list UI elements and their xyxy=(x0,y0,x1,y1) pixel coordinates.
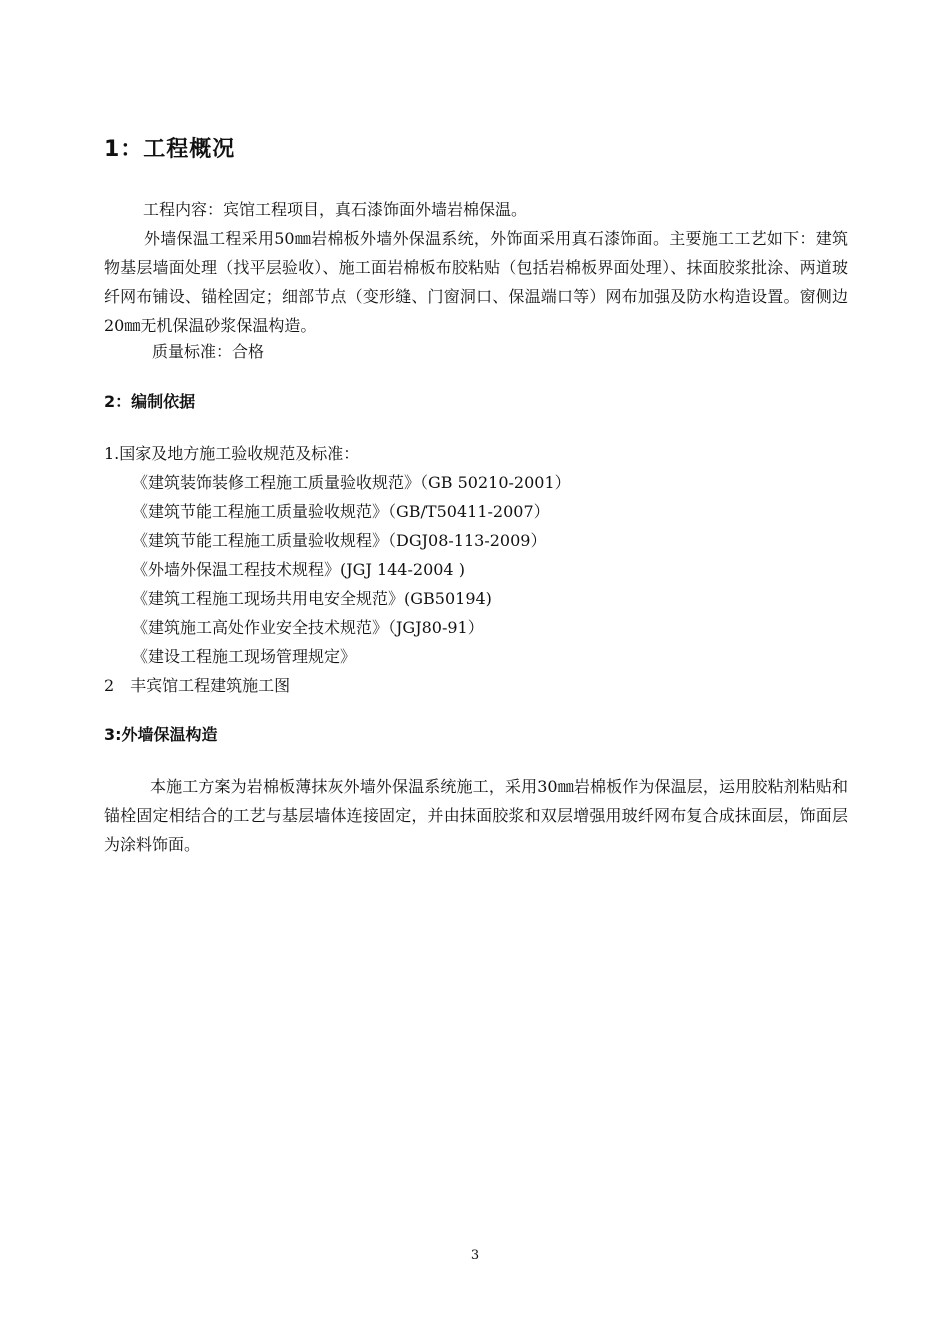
section-1-paragraph: 外墙保温工程采用50㎜岩棉板外墙外保温系统，外饰面采用真石漆饰面。主要施工工艺如下：建筑物基层墙面处理（找平层验收）、施工面岩棉板布胶粘贴（包括岩棉板界面处理）、抹面胶浆批涂、两道玻纤网布铺设、锚栓固定；细部节点（变形缝、门窗洞口、保温端口等）网布加强及防水构造设置。窗侧边20㎜无机保温砂浆保温构造。 xyxy=(104,229,848,335)
standard-item: 《建筑施工高处作业安全技术规范》（JGJ80-91） xyxy=(132,618,484,637)
standards-intro-line: 1.国家及地方施工验收规范及标准： xyxy=(104,444,360,463)
section-3-heading: 3:外墙保温构造 xyxy=(104,725,218,744)
standard-item: 《建筑节能工程施工质量验收规程》（DGJ08-113-2009） xyxy=(132,531,547,550)
quality-standard-line: 质量标准：合格 xyxy=(152,342,265,361)
standard-item: 《建筑节能工程施工质量验收规范》（GB/T50411-2007） xyxy=(132,502,550,521)
drawings-line: 2 丰宾馆工程建筑施工图 xyxy=(104,676,291,695)
project-content-line: 工程内容：宾馆工程项目，真石漆饰面外墙岩棉保温。 xyxy=(143,200,528,219)
section-1-heading: 1：工程概况 xyxy=(104,137,236,162)
section-3-paragraph: 本施工方案为岩棉板薄抹灰外墙外保温系统施工，采用30㎜岩棉板作为保温层，运用胶粘剂粘贴和锚栓固定相结合的工艺与基层墙体连接固定，并由抹面胶浆和双层增强用玻纤网布复合成抹面层，饰面层为涂料饰面。 xyxy=(104,777,848,854)
standard-item: 《外墙外保温工程技术规程》(JGJ 144-2004 ) xyxy=(132,560,465,579)
section-2-heading: 2：编制依据 xyxy=(104,392,196,411)
page-number: 3 xyxy=(470,1248,480,1263)
standard-item: 《建筑工程施工现场共用电安全规范》(GB50194) xyxy=(132,589,492,608)
standard-item: 《建筑装饰装修工程施工质量验收规范》（GB 50210-2001） xyxy=(132,473,571,492)
standard-item: 《建设工程施工现场管理规定》 xyxy=(132,647,357,666)
